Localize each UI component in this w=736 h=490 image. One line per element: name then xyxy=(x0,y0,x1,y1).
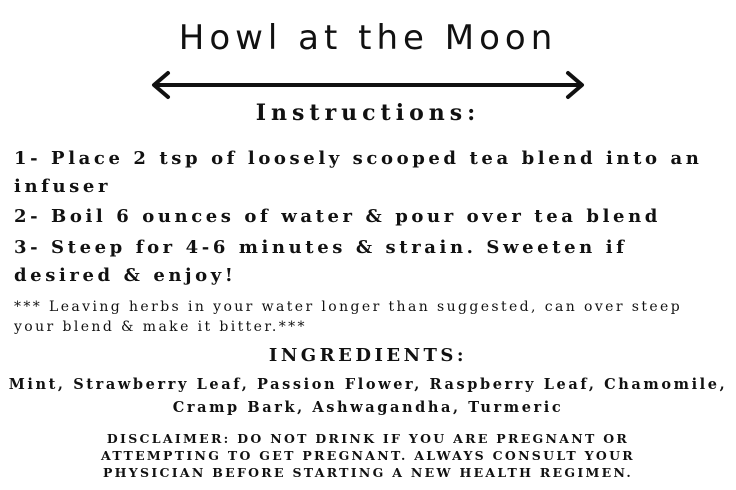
instruction-step-3: 3- Steep for 4-6 minutes & strain. Sweeten if desired & enjoy! xyxy=(14,237,628,286)
disclaimer-text: DISCLAIMER: DO NOT DRINK IF YOU ARE PREGNANT OR ATTEMPTING TO GET PREGNANT. ALWAYS CONSULT YOUR PHYSICIAN BEFORE STARTING A NEW HEALTH REGIMEN. xyxy=(101,431,635,480)
ingredients-heading: INGREDIENTS: xyxy=(268,345,468,366)
instruction-step-2: 2- Boil 6 ounces of water & pour over tea blend xyxy=(14,206,661,227)
double-headed-arrow-icon xyxy=(148,70,588,100)
ingredients-list: Mint, Strawberry Leaf, Passion Flower, Raspberry Leaf, Chamomile, Cramp Bark, Ashwagandha, Turmeric xyxy=(8,376,728,416)
product-title: Howl at the Moon xyxy=(178,18,558,58)
instructions-heading: Instructions: xyxy=(255,100,481,126)
steeping-note: *** Leaving herbs in your water longer than suggested, can over steep your blend & make it bitter.*** xyxy=(14,299,683,335)
instruction-step-1: 1- Place 2 tsp of loosely scooped tea blend into an infuser xyxy=(14,148,703,197)
